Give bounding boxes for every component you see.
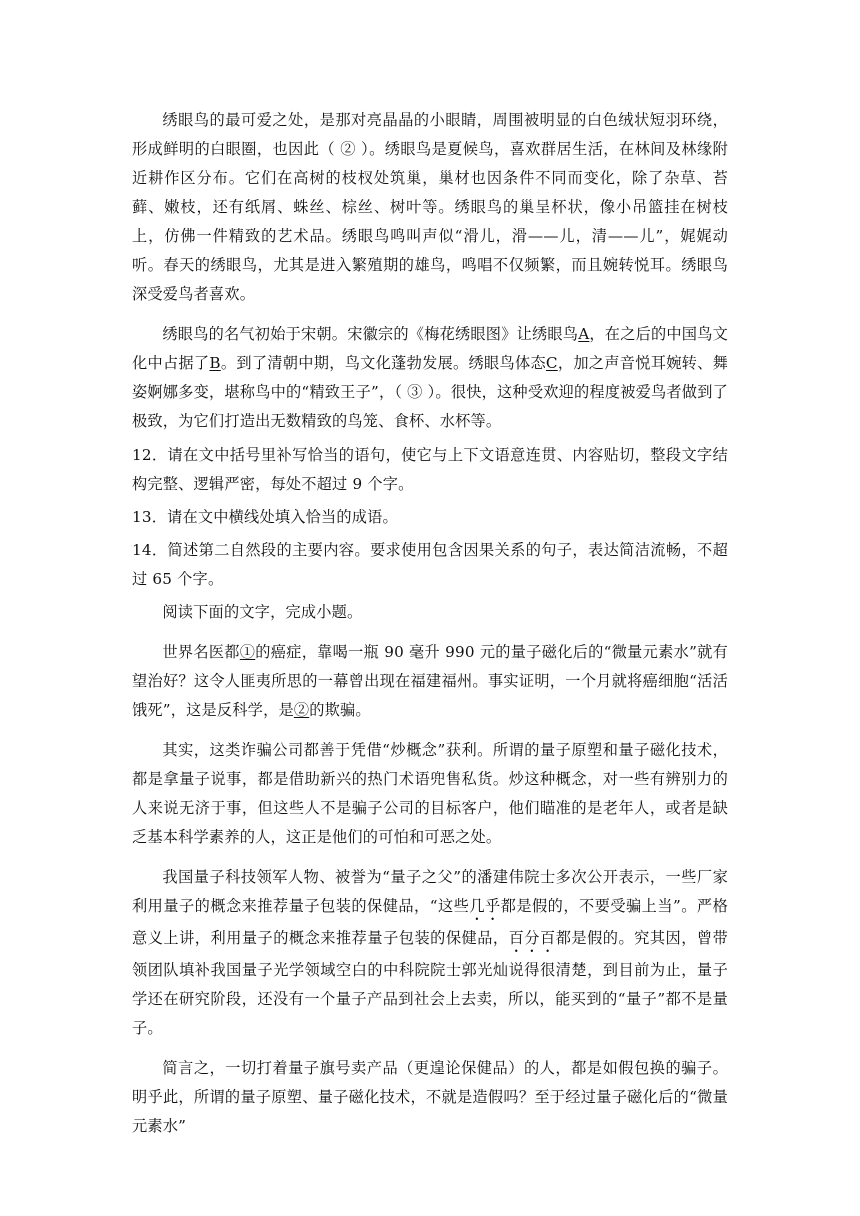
paragraph-text: ，加之声音悦耳婉转、舞姿婀娜多变，堪称鸟中的“精致王子”，（ ③ ）。很快，这种受欢迎的程度被爱鸟者做到了极致，为它们打造出无数精致的鸟笼、食杯、水杯等。	[132, 354, 729, 430]
paragraph-text: 世界名医都	[162, 643, 240, 661]
emphasized-word-baifenbai: 百分百	[508, 929, 556, 947]
paragraph-text: 我国量子科技领军人物、被誉为“量子之父”的潘建伟院士多次公开表示，一些厂家利用量子的概念来推荐量子包装的保健品，“这些	[132, 868, 728, 915]
emphasized-word-jihu: 几乎	[469, 897, 501, 915]
question-14: 14．简述第二自然段的主要内容。要求使用包含因果关系的句子，表达简洁流畅，不超过 65 个字。	[132, 541, 728, 588]
blank-1: ①	[239, 643, 256, 661]
paragraph-academician-statement	[132, 863, 728, 1043]
reading-instruction: 阅读下面的文字，完成小题。	[162, 603, 363, 621]
paragraph-quantum-scam	[132, 638, 728, 725]
blank-2: ②	[293, 701, 310, 719]
blank-b: B	[209, 354, 221, 372]
paragraph-text: 绣眼鸟的名气初始于宋朝。宋徽宗的《梅花绣眼图》让绣眼鸟	[162, 325, 579, 343]
paragraph-conclusion: 简言之，一切打着量子旗号卖产品（更遑论保健品）的人，都是如假包换的骗子。明乎此，所谓的量子原塑、量子磁化技术，不就是造假吗？至于经过量子磁化后的“微量元素水”	[132, 1059, 728, 1135]
paragraph-text: 的欺骗。	[309, 701, 371, 719]
paragraph-white-eye-history	[132, 320, 728, 436]
blank-c: C	[545, 354, 558, 372]
paragraph-text: ，在之后的中国鸟文化中占据了	[132, 325, 728, 372]
question-12: 12．请在文中括号里补写恰当的语句，使它与上下文语意连贯、内容贴切，整段文字结构完整、逻辑严密，每处不超过 9 个字。	[132, 446, 728, 493]
paragraph-hype-concept: 其实，这类诈骗公司都善于凭借“炒概念”获利。所谓的量子原塑和量子磁化技术，都是拿量子说事，都是借助新兴的热门术语兜售私货。炒这种概念，对一些有辨别力的人来说无济于事，但这些人不是骗子公司的目标客户，他们瞄准的是老年人，或者是缺乏基本科学素养的人，这正是他们的可怕和可恶之处。	[132, 741, 728, 846]
document-body	[132, 106, 728, 1152]
paragraph-text: 。到了清朝中期，鸟文化蓬勃发展。绣眼鸟体态	[220, 354, 546, 372]
paragraph-text: 的癌症，靠喝一瓶 90 毫升 990 元的量子磁化后的“微量元素水”就有望治好？这令人匪夷所思的一幕曾出现在福建福州。事实证明，一个月就将癌细胞“活活饿死”，这是反科学，是	[132, 643, 729, 719]
question-13: 13．请在文中横线处填入恰当的成语。	[132, 508, 398, 526]
paragraph-white-eye-habits	[132, 106, 728, 309]
blank-a: A	[578, 325, 590, 343]
paragraph-text: 都是假的，不要受骗上当”。严格意义上讲，利用量子的概念来推荐量子包装的保健品，	[132, 897, 728, 947]
paragraph-text: 绣眼鸟的最可爱之处，是那对亮晶晶的小眼睛，周围被明显的白色绒状短羽环绕，形成鲜明的白眼圈，也因此（ ② ）。绣眼鸟是夏候鸟，喜欢群居生活，在林间及林缘附近耕作区分布。它们在高树的枝杈处筑巢，巢材也因条件不同而变化，除了杂草、苔藓、嫩枝，还有纸屑、蛛丝、棕丝、树叶等。绣眼鸟的巢呈杯状，像小吊篮挂在树枝上，仿佛一件精致的艺术品。绣眼鸟鸣叫声似“滑儿，滑——儿，清——儿”，娓娓动听。春天的绣眼鸟，尤其是进入繁殖期的雄鸟，鸣唱不仅频繁，而且婉转悦耳。绣眼鸟深受爱鸟者喜欢。	[132, 111, 728, 303]
paragraph-text: 都是假的。究其因，曾带领团队填补我国量子光学领域空白的中科院院士郭光灿说得很清楚，到目前为止，量子学还在研究阶段，还没有一个量子产品到社会上去卖，所以，能买到的“量子”都不是量子。	[132, 929, 728, 1037]
